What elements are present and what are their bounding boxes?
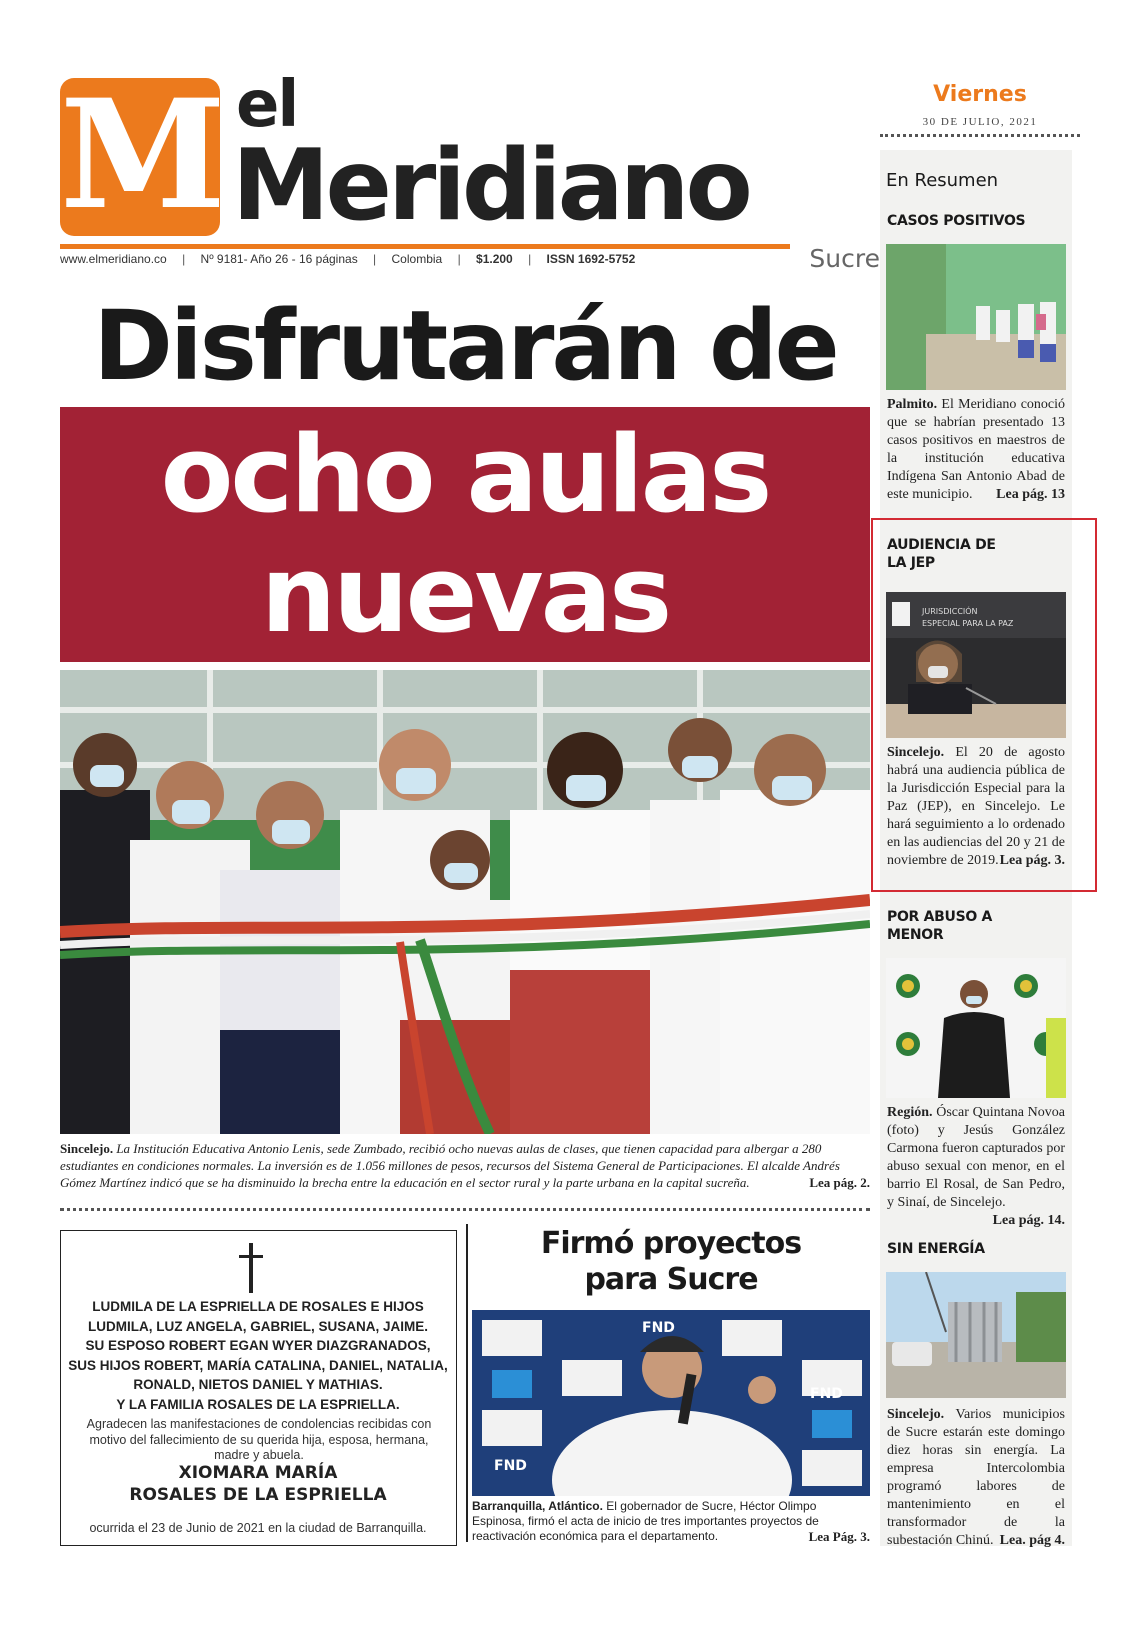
second-story-title <box>472 1226 870 1298</box>
read-more-link[interactable]: Lea Pág. 3. <box>805 1529 870 1544</box>
issue-info: Nº 9181- Año 26 - 16 páginas <box>200 252 358 266</box>
cross-icon <box>249 1243 253 1293</box>
sidebar-section-title: SIN ENERGÍA <box>887 1241 985 1257</box>
caption-text: La Institución Educativa Antonio Lenis, sede Zumbado, recibió ocho nuevas aulas de clases, que tienen capacidad para albergar a 280 estudiantes en condiciones normales. La inversión es de 1.056 millones de pesos, recursos del Sistema General de Participaciones. El alcalde Andrés Gómez Martínez indicó que se ha disminuido la brecha entre la educación en el sector rural y la parte urbana en la capital sucreña. <box>60 1141 840 1190</box>
item-body: Óscar Quintana Novoa (foto) y Jesús González Carmona fueron capturados por abuso sexual con menor, en el barrio El Rosal, de San Pedro, y Sinaí, de Sincelejo. <box>887 1105 1065 1210</box>
caption-lead: Barranquilla, Atlántico. <box>472 1499 603 1513</box>
headline-line-2: ocho aulas <box>160 413 770 536</box>
brand-name: Meridiano <box>232 129 749 243</box>
dotted-divider <box>880 134 1080 137</box>
sidebar-photo-police <box>886 958 1066 1098</box>
sidebar-section-title: CASOS POSITIVOS <box>887 213 1026 229</box>
sidebar-item-text <box>887 744 1065 870</box>
obituary-line: SUS HIJOS ROBERT, MARÍA CATALINA, DANIEL, NATALIA, <box>68 1357 448 1373</box>
backdrop-label: FND <box>810 1386 843 1402</box>
item-lead: Región. <box>887 1105 933 1120</box>
brand-article: el <box>236 68 298 142</box>
day-label: Viernes <box>933 82 1027 107</box>
website-link[interactable]: www.elmeridiano.co <box>60 252 167 266</box>
brand-rule <box>60 244 790 249</box>
item-lead: Sincelejo. <box>887 745 945 760</box>
second-story-photo <box>472 1310 870 1496</box>
main-story-photo <box>60 670 870 1134</box>
title-line: Firmó proyectos <box>540 1226 802 1261</box>
second-story-caption <box>472 1499 870 1544</box>
sidebar-item-text <box>887 1104 1065 1230</box>
item-lead: Palmito. <box>887 397 938 412</box>
sidebar-section-title: POR ABUSO A MENOR <box>887 909 993 943</box>
logo-letter: M <box>60 67 227 243</box>
caption-text: El gobernador de Sucre, Héctor Olimpo Espinosa, firmó el acta de inicio de tres importantes proyectos de reactivación económica para el departamento. <box>472 1499 819 1543</box>
obituary-thanks: Agradecen las manifestaciones de condolencias recibidas con motivo del fallecimiento de su querida hija, esposa, hermana, madre y abuela. <box>86 1417 432 1462</box>
obituary-line: LUDMILA DE LA ESPRIELLA DE ROSALES E HIJOS <box>92 1299 424 1314</box>
read-more-link[interactable]: Lea. pág 4. <box>999 1533 1065 1548</box>
read-more-link[interactable]: Lea pág. 14. <box>992 1213 1065 1228</box>
item-body: El Meridiano conoció que se habrían presentado 13 casos positivos en maestros de la institución educativa Indígena San Antonio Abad de este municipio. <box>887 397 1066 502</box>
obituary-notice <box>60 1230 457 1546</box>
read-more-link[interactable]: Lea pág. 2. <box>803 1174 870 1191</box>
obituary-line: RONALD, NIETOS DANIEL Y MATHIAS. <box>133 1377 383 1392</box>
separator: | <box>457 252 461 266</box>
separator: | <box>373 252 377 266</box>
sidebar-photo-substation <box>886 1272 1066 1398</box>
sidebar-item-text <box>887 1406 1065 1550</box>
photo-sign-text: JURISDICCIÓN <box>922 607 978 616</box>
obituary-footer: ocurrida el 23 de Junio de 2021 en la ciudad de Barranquilla. <box>89 1521 427 1535</box>
title-line: para Sucre <box>584 1262 758 1297</box>
sidebar-item-text <box>887 396 1065 504</box>
caption-lead: Sincelejo. <box>60 1141 114 1156</box>
read-more-link[interactable]: Lea pág. 13 <box>996 487 1065 502</box>
obituary-line: Y LA FAMILIA ROSALES DE LA ESPRIELLA. <box>116 1396 400 1412</box>
region-label: Sucre <box>809 244 880 273</box>
column-divider <box>466 1224 468 1542</box>
obituary-line: LUDMILA, LUZ ANGELA, GABRIEL, SUSANA, JAIME. <box>88 1318 428 1334</box>
country: Colombia <box>391 252 443 266</box>
obituary-family-list <box>61 1297 455 1414</box>
deceased-name-2: ROSALES DE LA ESPRIELLA <box>129 1485 387 1505</box>
photo-sign-text: ESPECIAL PARA LA PAZ <box>922 619 1014 628</box>
separator: | <box>182 252 186 266</box>
main-story-caption <box>60 1140 870 1191</box>
item-body: El 20 de agosto habrá una audiencia pública de la Jurisdicción Especial para la Paz (JEP), en Sincelejo. Le hará seguimiento a lo ordenado en las audiencias del 20 y 21 de noviembre de 2019. <box>887 745 1065 868</box>
item-body: Varios municipios de Sucre estarán este domingo diez horas sin energía. La empresa Intercolombia programó labores de mantenimiento en el transformador de la subestación Chinú. <box>887 1407 1065 1548</box>
issn: ISSN 1692-5752 <box>546 252 636 266</box>
backdrop-label: FND <box>642 1320 675 1336</box>
sidebar-photo-students <box>886 244 1066 390</box>
sidebar-photo-jep <box>886 592 1066 738</box>
sidebar-heading: En Resumen <box>886 170 999 191</box>
sidebar-section-title: AUDIENCIA DE LA JEP <box>887 537 996 571</box>
masthead-info-bar <box>60 252 760 266</box>
backdrop-label: FND <box>494 1458 527 1474</box>
read-more-link[interactable]: Lea pág. 3. <box>999 853 1065 868</box>
obituary-line: SU ESPOSO ROBERT EGAN WYER DIAZGRANADOS, <box>85 1338 431 1353</box>
deceased-name-1: XIOMARA MARÍA <box>178 1463 338 1483</box>
dotted-divider <box>60 1208 870 1211</box>
headline-line-1: Disfrutarán de <box>93 290 837 402</box>
brand-logo <box>60 67 227 243</box>
separator: | <box>528 252 532 266</box>
price: $1.200 <box>476 252 513 266</box>
date-line: 30 DE JULIO, 2021 <box>922 116 1038 128</box>
headline-line-3: nuevas <box>260 533 670 656</box>
item-lead: Sincelejo. <box>887 1407 945 1422</box>
